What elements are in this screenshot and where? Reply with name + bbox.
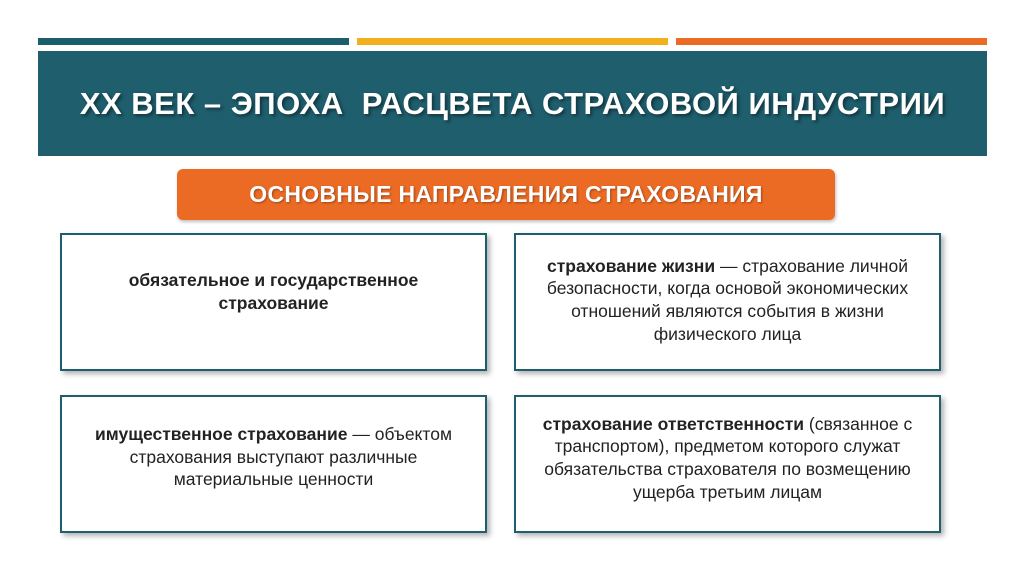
box-bold-text: обязательное и государственное страхование (128, 270, 419, 313)
accent-stripe-orange (676, 38, 987, 45)
slide-subtitle: ОСНОВНЫЕ НАПРАВЛЕНИЯ СТРАХОВАНИЯ (249, 181, 763, 207)
box-text (80, 423, 467, 491)
insurance-type-box-liability (514, 395, 941, 533)
title-banner (38, 51, 987, 156)
box-bold-text: страхование ответственности (542, 413, 805, 434)
accent-stripe-teal (38, 38, 349, 45)
slide-title: XX ВЕК – ЭПОХА РАСЦВЕТА СТРАХОВОЙ ИНДУСТРИИ (79, 85, 946, 121)
box-body-text: (связанное с транспортом), предметом которого служат обязательства страхователя по возмещению ущерба третьим лицам (544, 413, 913, 502)
box-bold-text: страхование жизни (547, 255, 716, 276)
box-text (80, 269, 467, 315)
box-body-text: — объектом страхования выступают различные материальные ценности (129, 423, 452, 490)
subtitle-banner (177, 169, 835, 220)
box-text (534, 255, 921, 346)
insurance-type-box-life (514, 233, 941, 371)
insurance-type-box-mandatory (60, 233, 487, 371)
box-body-text: — страхование личной безопасности, когда основой экономических отношений являются события в жизни физического лица (546, 255, 909, 344)
accent-stripe-yellow (357, 38, 668, 45)
insurance-type-box-property (60, 395, 487, 533)
box-text (534, 413, 921, 504)
box-bold-text: имущественное страхование (94, 423, 348, 444)
